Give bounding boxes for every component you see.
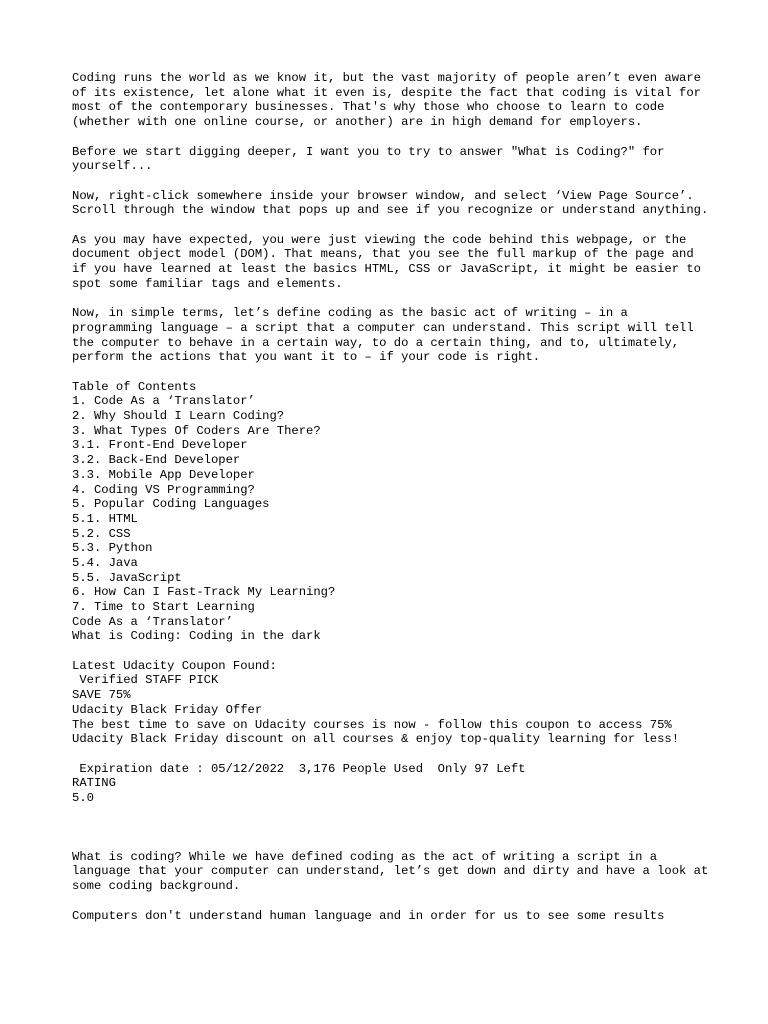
coupon-save-label[interactable]: SAVE 75% [72, 688, 131, 703]
coupon-found-label: Latest Udacity Coupon Found: [72, 658, 277, 673]
intro-paragraph: Now, in simple terms, let’s define coding as the basic act of writing – in a programming language – a script that a computer can understand. This script will tell the computer to behave in a certain way, to do a certain thing, and to, ultimately, perform the actions that you want it to – if your code is right. [72, 306, 701, 365]
toc-item[interactable]: 7. Time to Start Learning [72, 600, 255, 614]
rating-label: RATING [72, 776, 116, 791]
section-heading: Code As a ‘Translator’ [72, 614, 233, 629]
toc-item[interactable]: 5.1. HTML [72, 511, 138, 526]
coupon-meta: Expiration date : 05/12/2022 3,176 People Used Only 97 Left [72, 761, 526, 776]
coupon-description: Udacity Black Friday discount on all courses & enjoy top-quality learning for less! [72, 732, 680, 747]
article-text [72, 71, 716, 938]
toc-item[interactable]: 3.3. Mobile App Developer [72, 467, 255, 482]
intro-paragraph: Coding runs the world as we know it, but the vast majority of people aren’t even aware of its existence, let alone what it even is, despite the fact that coding is vital for most of the contemporary businesses. That's why those who choose to learn to code (whether with one online course, or another) are in high demand for employers. [72, 71, 709, 130]
body-paragraph: What is coding? While we have defined coding as the act of writing a script in a language that your computer can understand, let’s get down and dirty and have a look at some coding background. [72, 849, 716, 894]
toc-item[interactable]: 5.3. Python [72, 541, 153, 556]
coupon-block [72, 659, 712, 806]
toc-item[interactable]: 5. Popular Coding Languages [72, 497, 270, 512]
toc-item[interactable]: 4. Coding VS Programming? [72, 482, 255, 497]
spacer [72, 747, 712, 762]
coupon-description: The best time to save on Udacity courses is now - follow this coupon to access 75% [72, 717, 672, 732]
intro-paragraph: Before we start digging deeper, I want you to try to answer "What is Coding?" for yourself... [72, 144, 672, 174]
spacer [72, 835, 712, 850]
spacer [72, 644, 712, 659]
toc-item[interactable]: 5.2. CSS [72, 526, 131, 541]
toc-heading: Table of Contents [72, 379, 197, 394]
rating-value: 5.0 [72, 790, 94, 805]
intro-paragraph: As you may have expected, you were just viewing the code behind this webpage, or the document object model (DOM). That means, that you see the full markup of the page and if you have learned at least the basics HTML, CSS or JavaScript, it might be easier to spot some familiar tags and elements. [72, 232, 709, 291]
intro-paragraph: Now, right-click somewhere inside your browser window, and select ‘View Page Source’. Scroll through the window that pops up and see if you recognize or understand anything. [72, 188, 709, 218]
toc-item[interactable]: 3.2. Back-End Developer [72, 453, 241, 468]
coupon-verified-label: Verified STAFF PICK [72, 673, 219, 688]
coupon-title[interactable]: Udacity Black Friday Offer [72, 702, 263, 717]
spacer [72, 806, 712, 835]
toc-item[interactable]: 6. How Can I Fast-Track My Learning? [72, 585, 336, 600]
toc-item[interactable]: 1. Code As a ‘Translator’ [72, 394, 255, 409]
section-subheading: What is Coding: Coding in the dark [72, 629, 321, 644]
toc-item[interactable]: 3.1. Front-End Developer [72, 438, 248, 453]
toc-item[interactable]: 3. What Types Of Coders Are There? [72, 423, 321, 438]
toc-item[interactable]: 5.4. Java [72, 555, 138, 570]
body-paragraph: Computers don't understand human language and in order for us to see some results [72, 908, 665, 923]
toc-item[interactable]: 2. Why Should I Learn Coding? [72, 409, 285, 424]
toc-item[interactable]: 5.5. JavaScript [72, 570, 182, 585]
table-of-contents [72, 380, 712, 615]
